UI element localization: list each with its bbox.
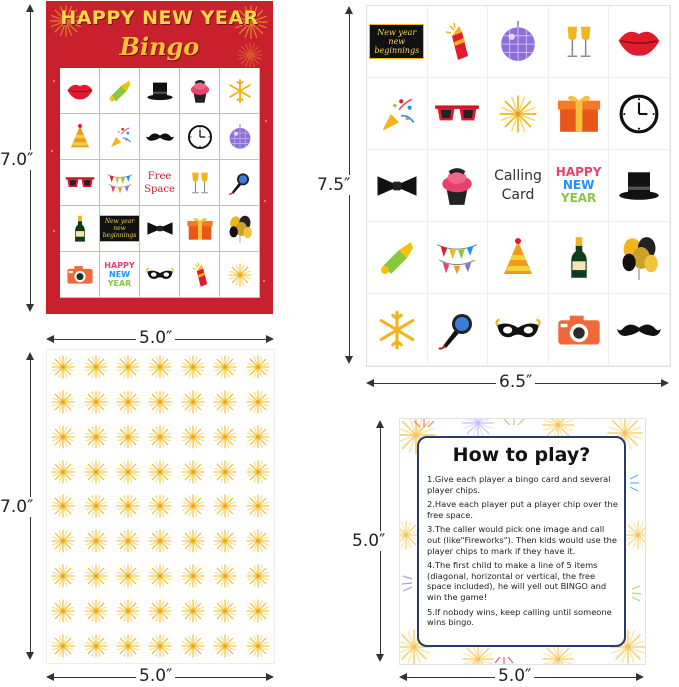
calling-card-text: Calling Card: [494, 167, 542, 203]
free-space-label: Free Space: [144, 170, 175, 195]
calling-card: [366, 5, 671, 367]
firework-burst-icon: [209, 350, 241, 385]
arrow-right-icon: [266, 335, 274, 343]
sign-line3: beginnings: [102, 232, 137, 239]
happy-word2: NEW: [562, 178, 595, 192]
sign-line3: beginnings: [374, 46, 420, 55]
firework-burst-icon: [47, 559, 79, 594]
party-mask-icon: [140, 252, 180, 298]
firework-burst-icon: [112, 628, 144, 663]
firework-burst-icon: [220, 252, 260, 298]
arrow-down-icon: [376, 654, 384, 662]
snowflake-icon: [367, 294, 428, 366]
arrow-up-icon: [26, 4, 34, 12]
happy-word2: NEW: [109, 270, 130, 279]
firework-burst-icon: [177, 559, 209, 594]
how-width-label: 5.0″: [495, 666, 534, 686]
how-to-play-title: How to play?: [452, 444, 591, 466]
bingo-grid: [60, 68, 260, 298]
firework-burst-icon: [112, 350, 144, 385]
firework-burst-icon: [209, 628, 241, 663]
firework-burst-icon: [47, 593, 79, 628]
lips-icon: [60, 68, 100, 114]
champagne-glasses-icon: [549, 6, 610, 78]
new-year-sign-icon: [100, 206, 140, 252]
firework-burst-icon: [144, 420, 176, 455]
firework-burst-icon: [242, 350, 274, 385]
firework-burst-icon: [209, 489, 241, 524]
firework-burst-icon: [79, 385, 111, 420]
bingo-width-label: 5.0″: [136, 328, 175, 348]
free-space: [140, 160, 180, 206]
arrow-right-icon: [266, 673, 274, 681]
sign-line1: New year: [377, 28, 417, 37]
arrow-left-icon: [46, 335, 54, 343]
mustache-icon: [140, 114, 180, 160]
balloons-icon: [609, 222, 670, 294]
arrow-up-icon: [345, 6, 353, 14]
chip-sheet: [46, 349, 275, 664]
top-hat-icon: [140, 68, 180, 114]
firework-burst-icon: [112, 489, 144, 524]
arrow-down-icon: [26, 652, 34, 660]
firework-burst-icon: [209, 559, 241, 594]
firework-burst-icon: [47, 385, 79, 420]
firework-burst-icon: [242, 559, 274, 594]
how-to-play-panel: [417, 436, 626, 647]
clock-icon: [180, 114, 220, 160]
firework-burst-icon: [177, 628, 209, 663]
calling-card-label: [488, 150, 549, 222]
calling-height-label: 7.5″: [317, 175, 351, 195]
firework-burst-icon: [242, 593, 274, 628]
firework-burst-icon: [242, 454, 274, 489]
sign-line1: New year: [104, 218, 135, 225]
arrow-up-icon: [376, 420, 384, 428]
confetti-icon: [100, 114, 140, 160]
calling-width-label: 6.5″: [496, 372, 535, 392]
disco-ball-icon: [220, 114, 260, 160]
arrow-left-icon: [366, 379, 374, 387]
firework-burst-icon: [242, 420, 274, 455]
firework-burst-icon: [209, 524, 241, 559]
firework-burst-icon: [177, 385, 209, 420]
firework-burst-icon: [112, 420, 144, 455]
firework-burst-icon: [177, 524, 209, 559]
arrow-left-icon: [46, 673, 54, 681]
camera-icon: [549, 294, 610, 366]
firework-burst-icon: [144, 628, 176, 663]
bingo-height-label: 7.0″: [0, 150, 34, 170]
bunting-icon: [428, 222, 489, 294]
firework-burst-icon: [209, 385, 241, 420]
firework-burst-icon: [144, 559, 176, 594]
firework-burst-icon: [112, 385, 144, 420]
bingo-title-line1: HAPPY NEW YEAR: [60, 7, 259, 29]
happy-word3: YEAR: [560, 191, 597, 205]
arrow-right-icon: [636, 673, 644, 681]
party-hat-icon: [60, 114, 100, 160]
firework-burst-icon: [79, 454, 111, 489]
happy-word1: HAPPY: [555, 165, 602, 179]
sunglasses-icon: [428, 78, 489, 150]
how-to-play-card: [399, 418, 646, 665]
confetti-icon: [367, 78, 428, 150]
step-4: 4.The first child to make a line of 5 items (diagonal, horizontal or vertical, the free space included), he will yell out BINGO and win the game!: [427, 560, 607, 602]
camera-icon: [60, 252, 100, 298]
gift-box-icon: [549, 78, 610, 150]
firework-burst-icon: [144, 385, 176, 420]
firework-burst-icon: [242, 628, 274, 663]
firework-burst-icon: [144, 593, 176, 628]
microphone-icon: [428, 294, 489, 366]
happy-new-year-text-icon: [549, 150, 610, 222]
sign-line2: new: [388, 37, 406, 46]
cupcake-icon: [180, 68, 220, 114]
bunting-icon: [100, 160, 140, 206]
firework-burst-icon: [177, 593, 209, 628]
party-blower-icon: [100, 68, 140, 114]
firework-burst-icon: [144, 350, 176, 385]
firework-burst-icon: [47, 628, 79, 663]
bow-tie-icon: [140, 206, 180, 252]
arrow-right-icon: [661, 379, 669, 387]
party-mask-icon: [488, 294, 549, 366]
microphone-icon: [220, 160, 260, 206]
champagne-bottle-icon: [549, 222, 610, 294]
firework-burst-icon: [47, 420, 79, 455]
champagne-bottle-icon: [60, 206, 100, 252]
lips-icon: [609, 6, 670, 78]
firework-burst-icon: [47, 524, 79, 559]
firework-burst-icon: [112, 524, 144, 559]
firework-burst-icon: [177, 489, 209, 524]
sunglasses-icon: [60, 160, 100, 206]
step-5: 5.If nobody wins, keep calling until someone wins bingo.: [427, 606, 612, 628]
cupcake-icon: [428, 150, 489, 222]
firework-rocket-icon: [180, 252, 220, 298]
chips-width-label: 5.0″: [136, 666, 175, 686]
firework-burst-icon: [144, 454, 176, 489]
bow-tie-icon: [367, 150, 428, 222]
firework-burst-icon: [177, 420, 209, 455]
firework-burst-icon: [79, 628, 111, 663]
firework-burst-icon: [79, 350, 111, 385]
step-3: 3.The caller would pick one image and call out (like"Fireworks"). Then kids would use the player chips to mark if they have it.: [427, 524, 617, 556]
new-year-sign-icon: [367, 6, 428, 78]
bingo-card: [46, 1, 273, 314]
firework-burst-icon: [47, 489, 79, 524]
firework-burst-icon: [112, 593, 144, 628]
gift-box-icon: [180, 206, 220, 252]
step-1: 1.Give each player a bingo card and several player chips.: [427, 474, 611, 495]
happy-word3: YEAR: [107, 279, 132, 288]
firework-burst-icon: [242, 524, 274, 559]
firework-burst-icon: [79, 524, 111, 559]
firework-burst-icon: [177, 454, 209, 489]
bingo-title-line2: Bingo: [119, 32, 200, 61]
arrow-down-icon: [26, 304, 34, 312]
how-height-label: 5.0″: [352, 531, 386, 551]
firework-burst-icon: [242, 385, 274, 420]
arrow-up-icon: [26, 352, 34, 360]
firework-burst-icon: [79, 420, 111, 455]
champagne-glasses-icon: [180, 160, 220, 206]
firework-burst-icon: [79, 559, 111, 594]
firework-burst-icon: [112, 559, 144, 594]
how-to-play-steps: [427, 474, 619, 632]
sign-line2: new: [113, 225, 126, 232]
firework-burst-icon: [242, 489, 274, 524]
firework-burst-icon: [209, 593, 241, 628]
clock-icon: [609, 78, 670, 150]
firework-burst-icon: [144, 489, 176, 524]
firework-burst-icon: [177, 350, 209, 385]
chips-height-label: 7.0″: [0, 497, 34, 517]
firework-rocket-icon: [428, 6, 489, 78]
firework-burst-icon: [209, 420, 241, 455]
happy-new-year-text-icon: [100, 252, 140, 298]
firework-burst-icon: [488, 78, 549, 150]
arrow-down-icon: [345, 356, 353, 364]
step-2: 2.Have each player put a player chip over the free space.: [427, 499, 618, 520]
top-hat-icon: [609, 150, 670, 222]
firework-burst-icon: [79, 593, 111, 628]
firework-burst-icon: [209, 454, 241, 489]
firework-burst-icon: [47, 350, 79, 385]
mustache-icon: [609, 294, 670, 366]
snowflake-icon: [220, 68, 260, 114]
disco-ball-icon: [488, 6, 549, 78]
party-hat-icon: [488, 222, 549, 294]
arrow-left-icon: [399, 673, 407, 681]
party-blower-icon: [367, 222, 428, 294]
balloons-icon: [220, 206, 260, 252]
firework-burst-icon: [79, 489, 111, 524]
firework-burst-icon: [144, 524, 176, 559]
happy-word1: HAPPY: [104, 261, 135, 270]
firework-burst-icon: [47, 454, 79, 489]
firework-burst-icon: [112, 454, 144, 489]
